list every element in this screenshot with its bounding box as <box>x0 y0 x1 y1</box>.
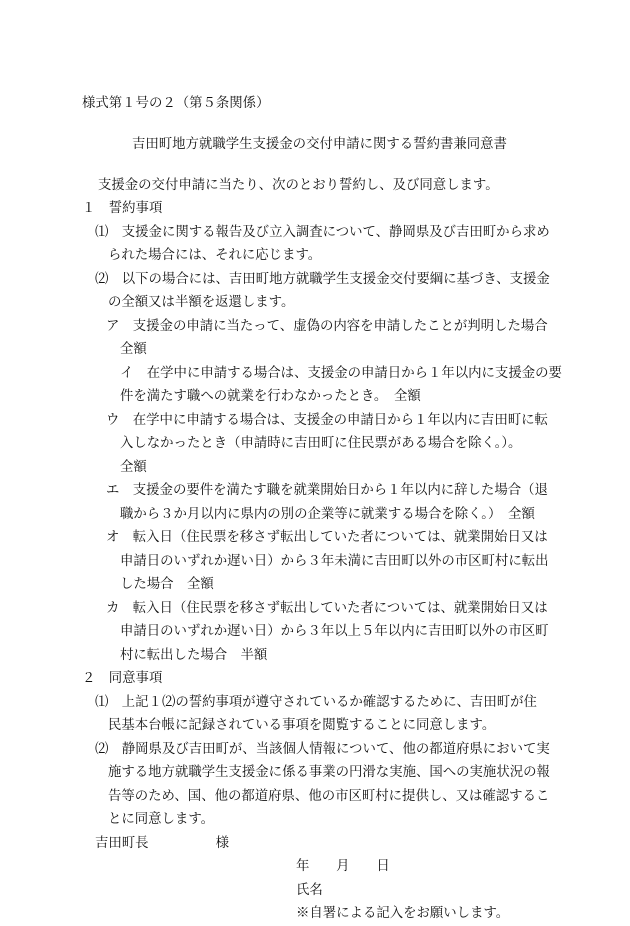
item-line: ⑴ 支援金に関する報告及び立入調査について、静岡県及び吉田町から求め <box>95 224 550 240</box>
item-line: の全額又は半額を返還します。 <box>108 295 295 310</box>
subitem-line: オ 転入日（住民票を移さず転出していた者については、就業開始日又は <box>106 530 548 545</box>
subitem-line: ウ 在学中に申請する場合は、支援金の申請日から１年以内に吉田町に転 <box>106 412 548 428</box>
addressee-name: 吉田町長 <box>95 835 149 851</box>
signature-note: ※自署による記入をお願いします。 <box>296 906 510 921</box>
item-line: 告等のため、国、他の都道府県、他の市区町村に提供し、又は確認するこ <box>108 788 550 804</box>
intro-text: 支援金の交付申請に当たり、次のとおり誓約し、及び同意します。 <box>98 178 499 193</box>
item-line: 施する地方就職学生支援金に係る事業の円滑な実施、国への実施状況の報 <box>108 765 550 780</box>
subitem-line: 入しなかったとき（申請時に吉田町に住民票がある場合を除く。）。 <box>120 436 522 451</box>
subitem-line: 村に転出した場合 半額 <box>120 647 268 663</box>
subitem-line: した場合 全額 <box>120 577 214 592</box>
subitem-line: ア 支援金の申請に当たって、虚偽の内容を申請したことが判明した場合 <box>106 318 548 334</box>
item-line: られた場合には、それに応じます。 <box>108 248 322 263</box>
subitem-line: 全額 <box>120 342 147 357</box>
item-line: とに同意します。 <box>108 812 215 827</box>
subitem-line: 件を満たす職への就業を行わなかったとき。 全額 <box>120 389 421 404</box>
item-line: ⑵ 静岡県及び吉田町が、当該個人情報について、他の都道府県において実 <box>95 741 550 757</box>
addressee-honorific: 様 <box>215 835 229 851</box>
section-heading: ２ 同意事項 <box>82 671 163 686</box>
subitem-line: 職から３か月以内に県内の別の企業等に就業する場合を除く。） 全額 <box>120 506 535 522</box>
subitem-line: 申請日のいずれか遅い日）から３年以上５年以内に吉田町以外の市区町 <box>120 624 549 639</box>
subitem-line: 全額 <box>120 459 147 475</box>
item-line: 民基本台帳に記録されている事項を閲覧することに同意します。 <box>108 718 496 733</box>
document-title: 吉田町地方就職学生支援金の交付申請に関する誓約書兼同意書 <box>132 137 507 152</box>
addressee <box>95 832 229 856</box>
subitem-line: エ 支援金の要件を満たす職を就業開始日から１年以内に辞した場合（退 <box>106 483 548 498</box>
subitem-line: 申請日のいずれか遅い日）から３年未満に吉田町以外の市区町村に転出 <box>120 553 549 569</box>
subitem-line: イ 在学中に申請する場合は、支援金の申請日から１年以内に支援金の要 <box>120 365 562 381</box>
item-line: ⑴ 上記１⑵の誓約事項が遵守されているか確認するために、吉田町が住 <box>95 694 537 710</box>
form-number: 様式第１号の２（第５条関係） <box>82 96 270 111</box>
date-line: 年 月 日 <box>296 859 390 874</box>
section-heading: １ 誓約事項 <box>82 201 163 216</box>
subitem-line: カ 転入日（住民票を移さず転出していた者については、就業開始日又は <box>106 600 548 616</box>
item-line: ⑵ 以下の場合には、吉田町地方就職学生支援金交付要綱に基づき、支援金 <box>95 271 550 287</box>
name-label: 氏名 <box>296 882 323 898</box>
